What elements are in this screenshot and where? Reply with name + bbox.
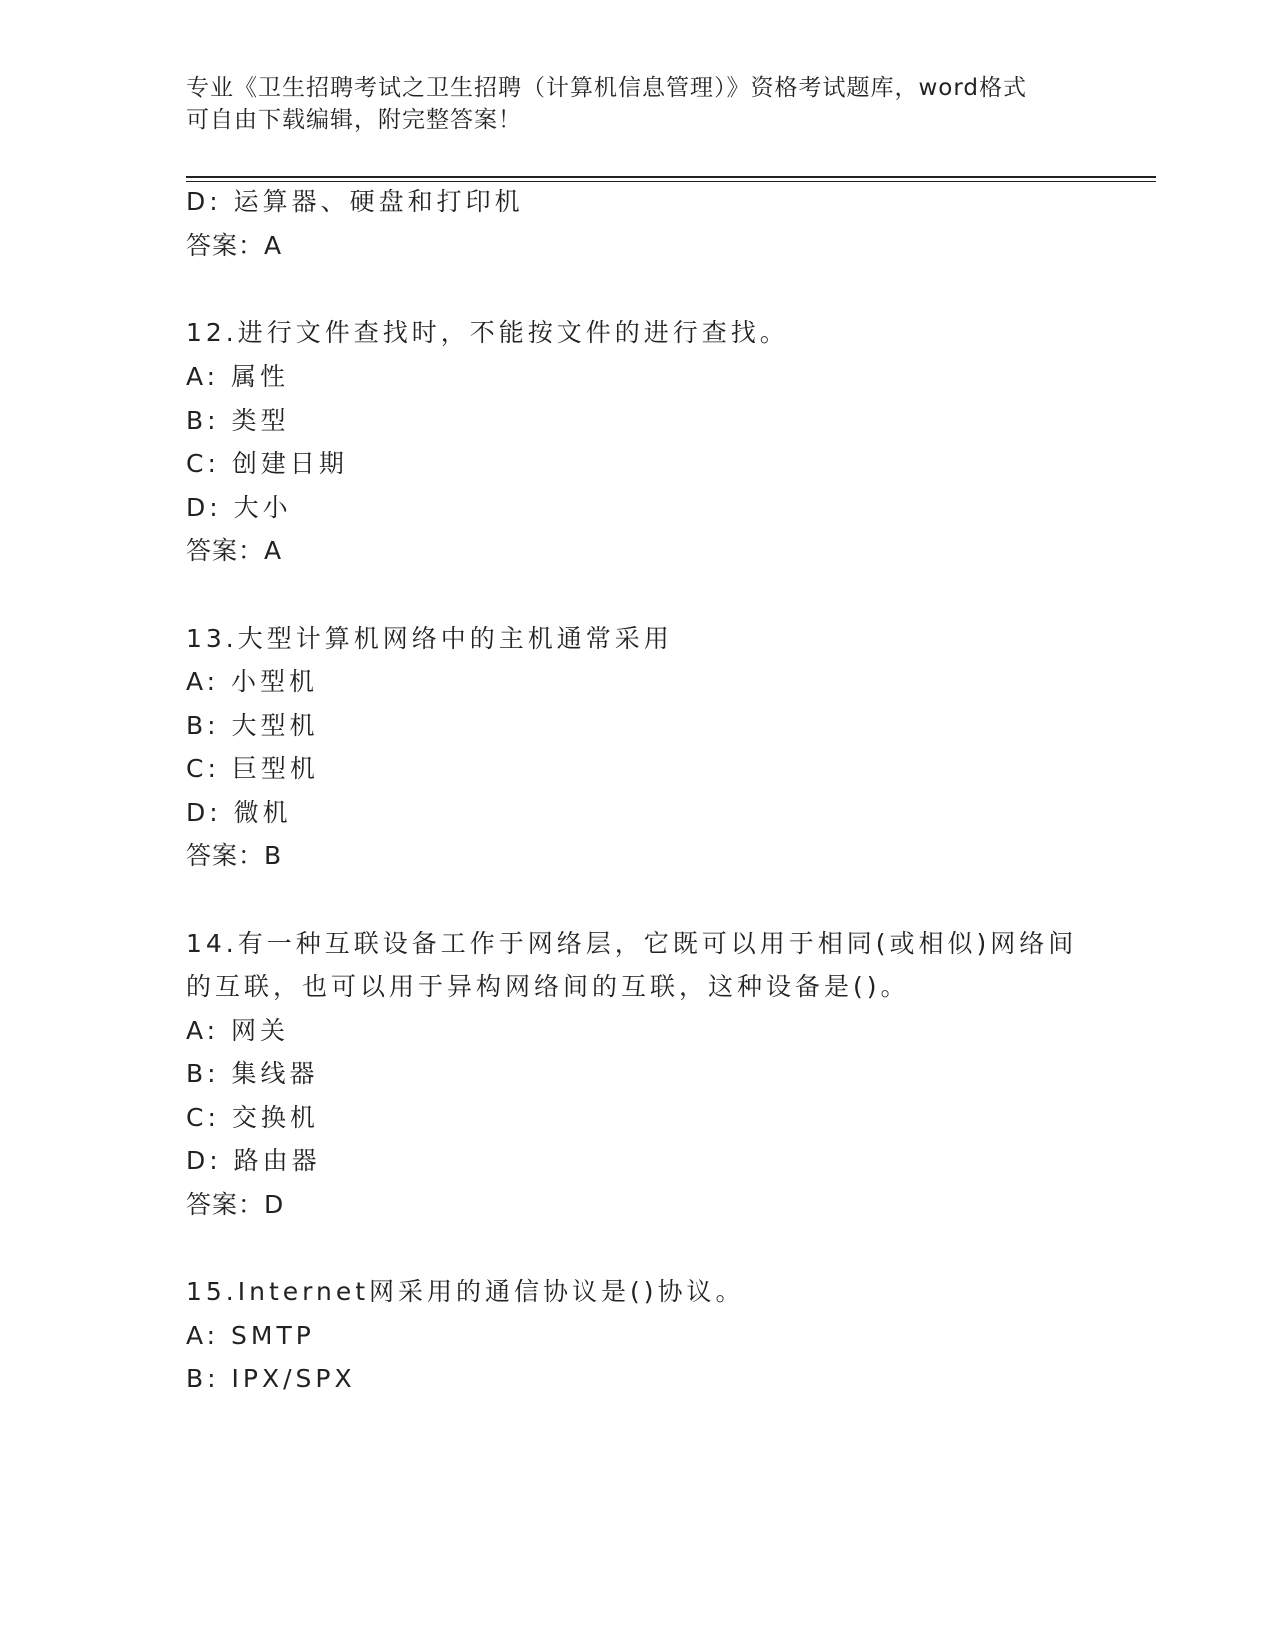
q12-option-c: C: 创建日期 bbox=[186, 449, 348, 478]
q14-option-c: C: 交换机 bbox=[186, 1103, 319, 1132]
header-title-line-1: 专业《卫生招聘考试之卫生招聘（计算机信息管理）》资格考试题库，word格式 bbox=[186, 75, 1028, 101]
header-title-line-2: 可自由下载编辑，附完整答案！ bbox=[186, 107, 522, 133]
q13-option-d: D: 微机 bbox=[186, 798, 292, 827]
q13-answer: 答案：B bbox=[186, 841, 283, 870]
q13-option-a: A: 小型机 bbox=[186, 667, 319, 696]
q12-option-b: B: 类型 bbox=[186, 406, 290, 435]
header-rule-thin bbox=[186, 181, 1156, 182]
q12-answer: 答案：A bbox=[186, 536, 283, 565]
q14-option-a: A: 网关 bbox=[186, 1016, 290, 1045]
q12-stem: 12.进行文件查找时，不能按文件的进行查找。 bbox=[186, 318, 789, 347]
q13-stem: 13.大型计算机网络中的主机通常采用 bbox=[186, 624, 673, 653]
q11-answer: 答案：A bbox=[186, 231, 283, 260]
q14-answer: 答案：D bbox=[186, 1190, 285, 1219]
q14-stem-line-1: 14.有一种互联设备工作于网络层，它既可以用于相同(或相似)网络间 bbox=[186, 929, 1078, 958]
q14-option-d: D: 路由器 bbox=[186, 1146, 321, 1175]
q15-stem: 15.Internet网采用的通信协议是()协议。 bbox=[186, 1277, 745, 1306]
q13-option-b: B: 大型机 bbox=[186, 711, 319, 740]
document-header bbox=[186, 72, 1086, 136]
q12-option-a: A: 属性 bbox=[186, 362, 290, 391]
q11-option-d: D: 运算器、硬盘和打印机 bbox=[186, 187, 524, 216]
q12-option-d: D: 大小 bbox=[186, 493, 292, 522]
q15-option-a: A: SMTP bbox=[186, 1321, 315, 1350]
header-rule-thick bbox=[186, 176, 1156, 178]
q13-option-c: C: 巨型机 bbox=[186, 754, 319, 783]
q14-option-b: B: 集线器 bbox=[186, 1059, 319, 1088]
q14-stem-line-2: 的互联，也可以用于异构网络间的互联，这种设备是()。 bbox=[186, 972, 910, 1001]
q15-option-b: B: IPX/SPX bbox=[186, 1364, 356, 1393]
